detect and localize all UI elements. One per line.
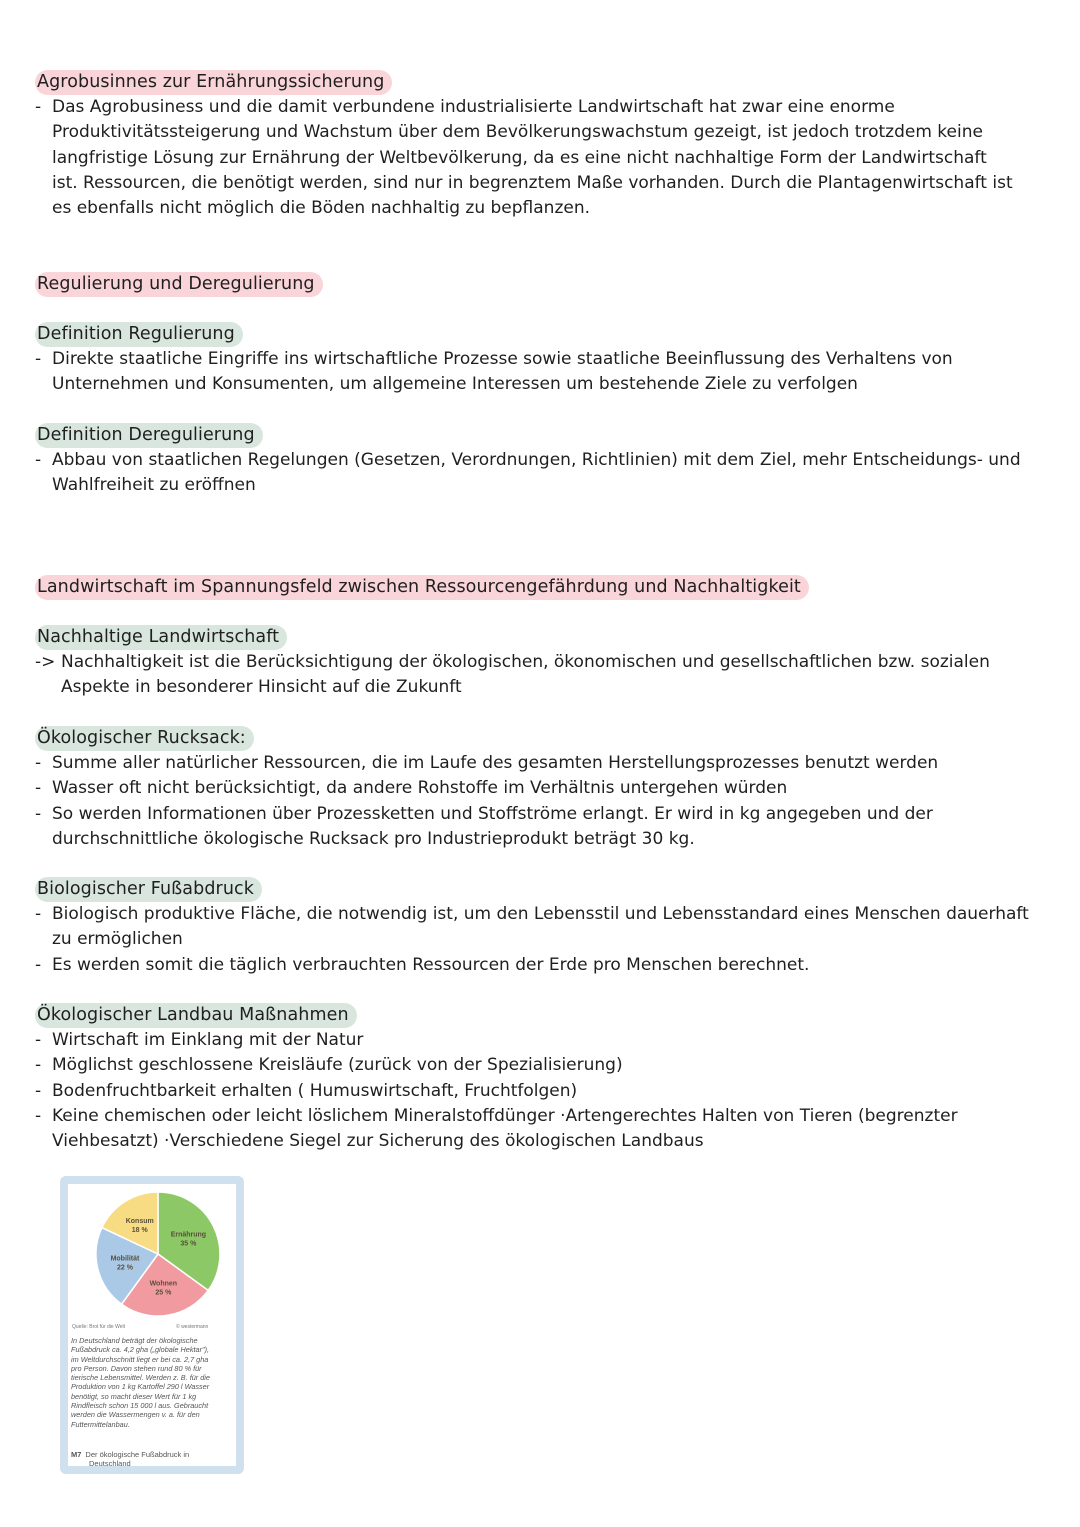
heading-oekologischer-rucksack: Ökologischer Rucksack: bbox=[35, 726, 254, 751]
pie-label: Mobilität bbox=[110, 1255, 140, 1263]
pie-value-label: 18 % bbox=[131, 1227, 148, 1235]
figure-caption: In Deutschland beträgt der ökologische Fußabdruck ca. 4,2 gha („globale Hektar"), im Weltdurchschnitt liegt er bei ca. 2,7 gha pro Person. Davon stehen rund 80 % für tierische Lebensmittel. Werden z. B. für die Produktion von 1 kg Kartoffel 290 l Wasser benötigt, so macht dieser Wert für 1 kg Rindfleisch schon 15 000 l aus. Gebraucht werden die Wassermengen v. a. für den Futtermittelanbau. bbox=[71, 1336, 210, 1429]
list-item: - Möglichst geschlossene Kreisläufe (zurück von der Spezialisierung) bbox=[35, 1055, 623, 1076]
list-item: - Bodenfruchtbarkeit erhalten ( Humuswirtschaft, Fruchtfolgen) bbox=[35, 1080, 578, 1101]
list-item: -> Nachhaltigkeit ist die Berücksichtigung der ökologischen, ökonomischen und gesellschaftlichen bzw. sozialen Aspekte in besonderer Hinsicht auf die Zukunft bbox=[35, 652, 990, 698]
list-item: - Das Agrobusiness und die damit verbundene industrialisierte Landwirtschaft hat zwar eine enorme Produktivitätssteigerung und Wachstum über dem Bevölkerungswachstum gezeigt, ist jedoch trotzdem keine langfristige Lösung zur Ernährung der Weltbevölkerung, da es eine nicht nachhaltige Form der Landwirtschaft ist. Ressourcen, die benötigt werden, sind nur in begrenztem Maße vorhanden. Durch die Plantagenwirtschaft ist es ebenfalls nicht möglich die Böden nachhaltig zu bepflanzen. bbox=[35, 97, 1013, 219]
list-item: - Es werden somit die täglich verbrauchten Ressourcen der Erde pro Menschen berechnet. bbox=[35, 954, 810, 975]
list-item: - Summe aller natürlicher Ressourcen, die im Laufe des gesamten Herstellungsprozesses benutzt werden bbox=[35, 753, 939, 773]
pie-label: Ernährung bbox=[170, 1231, 207, 1239]
list-item: - So werden Informationen über Prozessketten und Stoffströme erlangt. Er wird in kg angegeben und der durchschnittliche ökologische Rucksack pro Industrieprodukt beträgt 30 kg. bbox=[35, 803, 933, 849]
section-spannungsfeld bbox=[35, 575, 1045, 600]
figure-oekologischer-fussabdruck bbox=[60, 1176, 244, 1474]
list-item: - Direkte staatliche Eingriffe ins wirtschaftliche Prozesse sowie staatliche Beeinflussung des Verhaltens von Unternehmen und Konsumenten, um allgemeine Interessen um bestehende Ziele zu verfolgen bbox=[35, 349, 953, 395]
heading-spannungsfeld: Landwirtschaft im Spannungsfeld zwischen Ressourcengefährdung und Nachhaltigkeit bbox=[35, 575, 809, 600]
heading-definition-regulierung: Definition Regulierung bbox=[35, 322, 243, 347]
list-item: - Wirtschaft im Einklang mit der Natur bbox=[35, 1030, 364, 1050]
heading-definition-deregulierung: Definition Deregulierung bbox=[35, 423, 263, 448]
section-oekologischer-rucksack bbox=[35, 726, 1045, 852]
list-item: - Wasser oft nicht berücksichtigt, da andere Rohstoffe im Verhältnis untergehen würden bbox=[35, 778, 788, 799]
heading-oekologischer-landbau: Ökologischer Landbau Maßnahmen bbox=[35, 1003, 357, 1028]
figure-card bbox=[68, 1184, 236, 1466]
section-definition-deregulierung bbox=[35, 423, 1045, 499]
list-item: - Biologisch produktive Fläche, die notwendig ist, um den Lebensstil und Lebensstandard eines Menschen dauerhaft zu ermöglichen bbox=[35, 904, 1029, 950]
section-agrobusiness bbox=[35, 70, 1045, 221]
pie-chart bbox=[88, 1186, 228, 1321]
heading-agrobusiness: Agrobusinnes zur Ernährungssicherung bbox=[35, 70, 392, 95]
pie-value-label: 22 % bbox=[116, 1264, 133, 1272]
section-regulierung bbox=[35, 272, 1045, 297]
figure-publisher: © westermann bbox=[176, 1324, 209, 1330]
heading-biologischer-fussabdruck: Biologischer Fußabdruck bbox=[35, 877, 262, 902]
list-item: - Abbau von staatlichen Regelungen (Gesetzen, Verordnungen, Richtlinien) mit dem Ziel, mehr Entscheidungs- und Wahlfreiheit zu eröffnen bbox=[35, 450, 1021, 496]
section-nachhaltige-landwirtschaft bbox=[35, 625, 1045, 701]
figure-source: Quelle: Brot für die Welt bbox=[72, 1324, 125, 1330]
pie-label: Konsum bbox=[125, 1218, 154, 1226]
section-definition-regulierung bbox=[35, 322, 1045, 398]
list-item: - Keine chemischen oder leicht löslichem Mineralstoffdünger ·Artengerechtes Halten von Tieren (begrenzter Viehbesatzt) ·Verschiedene Siegel zur Sicherung des ökologischen Landbaus bbox=[35, 1105, 958, 1152]
heading-nachhaltige-landwirtschaft: Nachhaltige Landwirtschaft bbox=[35, 625, 287, 650]
pie-value-label: 25 % bbox=[155, 1289, 172, 1297]
arrow-marker: -> bbox=[35, 652, 56, 672]
figure-label: M7 Der ökologische Fußabdruck in Deutschland bbox=[71, 1450, 190, 1468]
pie-label: Wohnen bbox=[149, 1280, 178, 1288]
heading-regulierung: Regulierung und Deregulierung bbox=[35, 272, 323, 297]
section-oekologischer-landbau bbox=[35, 1003, 1045, 1154]
section-biologischer-fussabdruck bbox=[35, 877, 1045, 978]
pie-value-label: 35 % bbox=[180, 1240, 197, 1248]
